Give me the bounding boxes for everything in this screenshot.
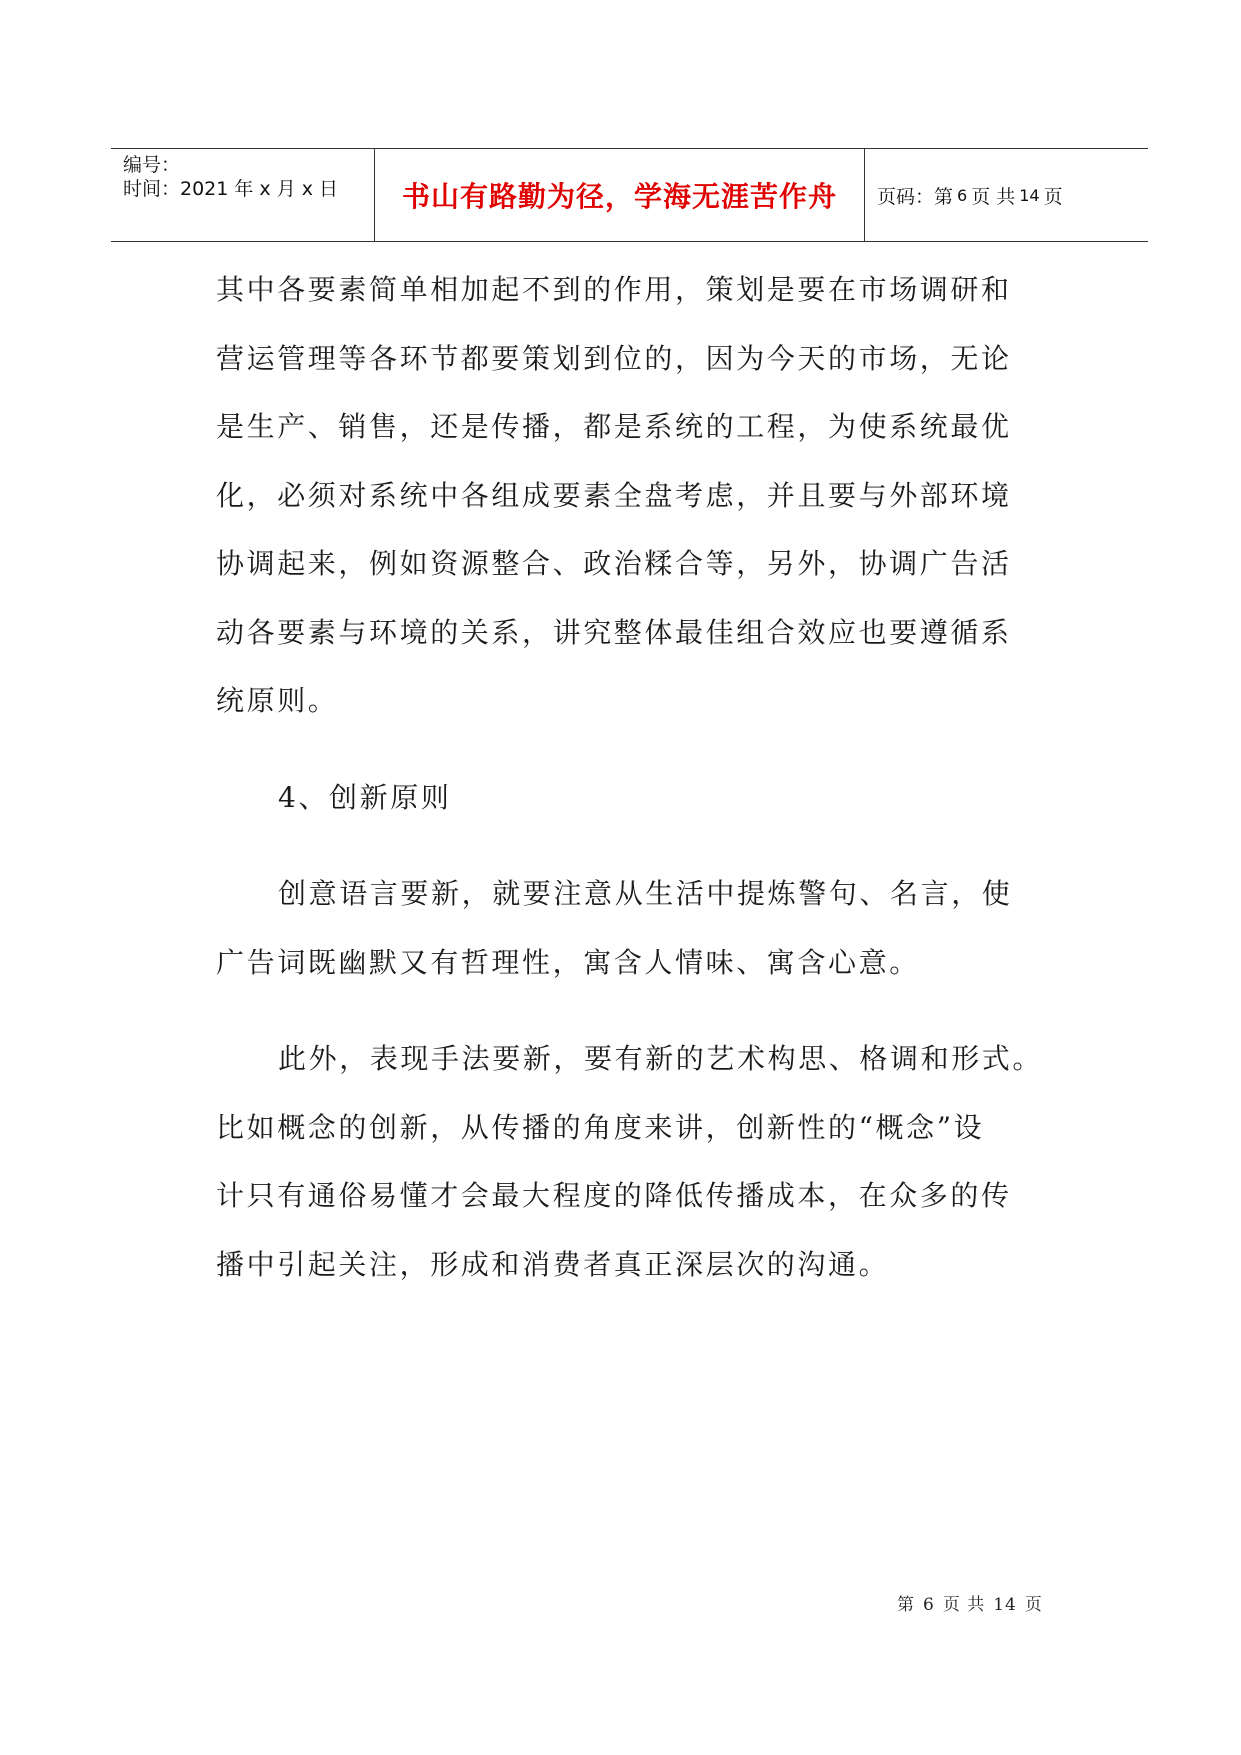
text-line: 此外，表现手法要新，要有新的艺术构思、格调和形式。 (278, 1042, 1044, 1075)
text-line: 营运管理等各环节都要策划到位的，因为今天的市场，无论 (216, 341, 1012, 375)
paragraph-expression-technique (216, 1025, 1076, 1299)
text-line: 广告词既幽默又有哲理性，寓含人情味、寓含心意。 (216, 945, 920, 979)
section-heading: 4、创新原则 (278, 780, 452, 814)
document-body (216, 256, 1076, 1299)
footer-middle: 页 共 (942, 1595, 986, 1615)
text-line: 统原则。 (216, 684, 339, 717)
text-line: 计只有通俗易懂才会最大程度的降低传播成本，在众多的传 (216, 1179, 1012, 1212)
text-line: 比如概念的创新，从传播的角度来讲，创新性的“概念”设 (216, 1110, 985, 1144)
text-line: 协调起来，例如资源整合、政治糅合等，另外，协调广告活 (216, 547, 1012, 580)
footer-suffix: 页 (1024, 1595, 1043, 1615)
header-page-of: 页 共 (971, 185, 1016, 208)
footer-prefix: 第 (897, 1595, 915, 1615)
header-page-suffix: 页 (1043, 185, 1063, 208)
text-line: 化，必须对系统中各组成要素全盘考虑，并且要与外部环境 (216, 478, 1012, 512)
header-page-label: 页码：第 (877, 185, 954, 208)
text-line: 其中各要素简单相加起不到的作用，策划是要在市场调研和 (216, 273, 1012, 306)
text-line: 播中引起关注，形成和消费者真正深层次的沟通。 (216, 1247, 890, 1281)
header-meta-cell (111, 149, 375, 241)
header-page-current: 6 (957, 185, 968, 205)
document-number-label: 编号： (123, 154, 181, 176)
text-line: 动各要素与环境的关系，讲究整体最佳组合效应也要遵循系 (216, 615, 1012, 649)
document-time-label: 时间：2021 年 x 月 x 日 (123, 178, 339, 200)
header-page-cell (865, 149, 1148, 241)
document-header (111, 148, 1148, 242)
footer-current-page: 6 (923, 1595, 935, 1615)
page-footer (893, 1590, 1047, 1615)
paragraph-system-principle (216, 256, 1076, 736)
text-line: 是生产、销售，还是传播，都是系统的工程，为使系统最优 (216, 410, 1012, 443)
paragraph-creative-language (216, 860, 1076, 997)
header-page-total: 14 (1019, 185, 1040, 205)
header-motto: 书山有路勤为径，学海无涯苦作舟 (401, 180, 837, 213)
header-motto-cell (375, 149, 865, 241)
footer-total-pages: 14 (993, 1595, 1017, 1615)
text-line: 创意语言要新，就要注意从生活中提炼警句、名言，使 (278, 877, 1013, 910)
